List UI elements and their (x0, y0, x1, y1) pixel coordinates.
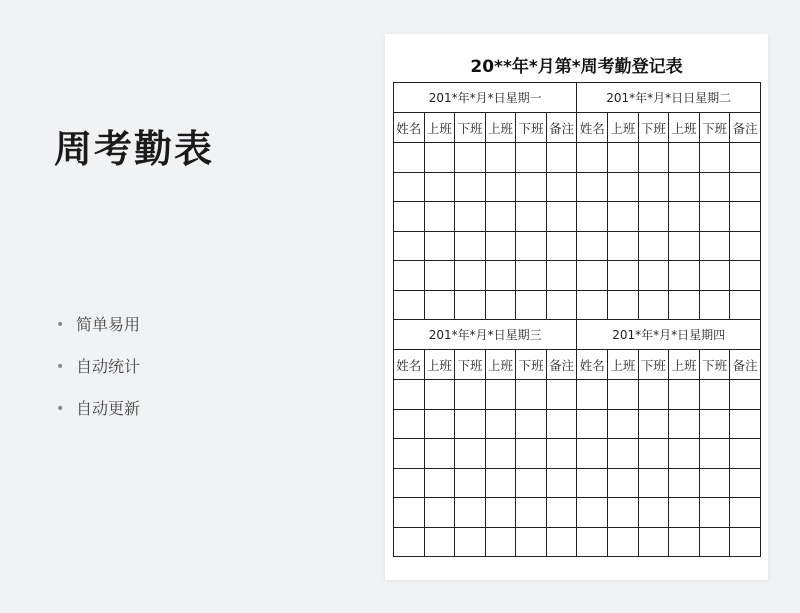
table-cell (485, 380, 516, 410)
table-cell (669, 439, 700, 469)
table-cell (638, 261, 669, 291)
table-cell (485, 143, 516, 173)
table-cell (730, 380, 761, 410)
table-cell (638, 527, 669, 557)
table-cell (516, 202, 547, 232)
table-cell (485, 498, 516, 528)
table-row (394, 231, 761, 261)
table-cell (485, 409, 516, 439)
table-cell (730, 468, 761, 498)
table-cell (516, 261, 547, 291)
table-cell (577, 143, 608, 173)
table-cell (546, 380, 577, 410)
feature-list (56, 312, 140, 438)
column-header-cell: 下班 (516, 350, 547, 380)
table-cell (424, 202, 455, 232)
column-header-cell: 备注 (546, 113, 577, 143)
table-cell (546, 143, 577, 173)
column-header-cell: 姓名 (577, 350, 608, 380)
column-header-cell: 下班 (699, 350, 730, 380)
table-cell (516, 143, 547, 173)
table-cell (394, 409, 425, 439)
table-cell (638, 468, 669, 498)
table-cell (485, 527, 516, 557)
feature-item (56, 354, 140, 396)
table-cell (730, 498, 761, 528)
table-cell (577, 468, 608, 498)
feature-label: 自动统计 (76, 357, 141, 376)
table-cell (424, 498, 455, 528)
table-cell (546, 439, 577, 469)
table-cell (638, 172, 669, 202)
table-cell (455, 172, 486, 202)
table-cell (730, 409, 761, 439)
table-row (394, 527, 761, 557)
column-header-cell: 下班 (699, 113, 730, 143)
table-cell (577, 261, 608, 291)
table-cell (730, 202, 761, 232)
table-cell (669, 527, 700, 557)
table-cell (455, 143, 486, 173)
table-cell (669, 143, 700, 173)
table-cell (669, 172, 700, 202)
table-cell (455, 498, 486, 528)
table-cell (577, 202, 608, 232)
table-cell (608, 468, 639, 498)
table-cell (699, 143, 730, 173)
table-cell (730, 143, 761, 173)
table-cell (394, 527, 425, 557)
table-cell (577, 409, 608, 439)
table-cell (699, 231, 730, 261)
table-cell (699, 439, 730, 469)
table-row (394, 202, 761, 232)
table-cell (546, 231, 577, 261)
feature-label: 简单易用 (76, 315, 141, 334)
table-cell (424, 439, 455, 469)
table-cell (516, 231, 547, 261)
table-cell (546, 468, 577, 498)
table-cell (546, 290, 577, 320)
table-cell (669, 380, 700, 410)
table-row (394, 143, 761, 173)
date-header-cell: 201*年*月*日日星期二 (577, 83, 761, 113)
table-cell (516, 409, 547, 439)
table-cell (699, 261, 730, 291)
table-cell (699, 409, 730, 439)
table-cell (699, 527, 730, 557)
table-cell (485, 202, 516, 232)
page-title: 周考勤表 (54, 127, 215, 171)
feature-label: 自动更新 (76, 399, 141, 418)
column-header-cell: 下班 (455, 350, 486, 380)
table-cell (516, 527, 547, 557)
column-header-cell: 上班 (485, 350, 516, 380)
table-cell (669, 409, 700, 439)
table-cell (455, 409, 486, 439)
table-cell (730, 231, 761, 261)
table-cell (546, 261, 577, 291)
table-cell (608, 380, 639, 410)
table-cell (424, 231, 455, 261)
table-cell (485, 468, 516, 498)
column-header-cell: 下班 (516, 113, 547, 143)
table-row (394, 409, 761, 439)
column-header-cell: 下班 (638, 350, 669, 380)
table-cell (394, 439, 425, 469)
table-cell (699, 380, 730, 410)
table-cell (730, 172, 761, 202)
table-cell (455, 290, 486, 320)
table-cell (455, 202, 486, 232)
table-cell (608, 439, 639, 469)
table-cell (608, 202, 639, 232)
table-cell (394, 261, 425, 291)
table-row (394, 290, 761, 320)
table-cell (669, 231, 700, 261)
feature-item (56, 396, 140, 438)
column-header-cell: 备注 (546, 350, 577, 380)
table-cell (730, 261, 761, 291)
document-title: 20**年*月第*周考勤登记表 (470, 57, 683, 77)
table-cell (608, 290, 639, 320)
table-row (394, 261, 761, 291)
table-cell (699, 202, 730, 232)
table-cell (577, 527, 608, 557)
table-cell (638, 202, 669, 232)
table-row (394, 380, 761, 410)
table-cell (638, 290, 669, 320)
attendance-sheet-preview (385, 34, 768, 580)
date-header-cell: 201*年*月*日星期一 (394, 83, 577, 113)
table-cell (608, 261, 639, 291)
date-header-cell: 201*年*月*日星期三 (394, 320, 577, 350)
bullet-icon: • (56, 317, 65, 333)
table-cell (546, 409, 577, 439)
feature-item (56, 312, 140, 354)
bullet-icon: • (56, 401, 65, 417)
table-row (394, 439, 761, 469)
table-cell (485, 261, 516, 291)
column-header-cell: 上班 (669, 350, 700, 380)
table-cell (699, 468, 730, 498)
table-cell (669, 261, 700, 291)
table-cell (669, 202, 700, 232)
table-row (394, 468, 761, 498)
date-row (394, 320, 761, 350)
table-cell (730, 439, 761, 469)
column-header-cell: 上班 (424, 350, 455, 380)
table-cell (455, 380, 486, 410)
table-cell (699, 498, 730, 528)
table-cell (516, 498, 547, 528)
table-cell (546, 527, 577, 557)
table-cell (424, 380, 455, 410)
table-cell (638, 498, 669, 528)
table-cell (669, 290, 700, 320)
table-cell (516, 468, 547, 498)
table-cell (394, 498, 425, 528)
table-cell (608, 172, 639, 202)
table-cell (730, 527, 761, 557)
table-cell (730, 290, 761, 320)
table-cell (394, 468, 425, 498)
table-cell (394, 143, 425, 173)
table-cell (638, 231, 669, 261)
date-row (394, 83, 761, 113)
table-cell (638, 143, 669, 173)
table-cell (455, 231, 486, 261)
table-cell (577, 290, 608, 320)
table-row (394, 172, 761, 202)
column-header-row (394, 113, 761, 143)
column-header-cell: 姓名 (577, 113, 608, 143)
table-cell (577, 498, 608, 528)
table-cell (699, 290, 730, 320)
table-cell (608, 143, 639, 173)
column-header-cell: 备注 (730, 350, 761, 380)
column-header-cell: 上班 (485, 113, 516, 143)
table-cell (608, 498, 639, 528)
column-header-cell: 下班 (638, 113, 669, 143)
attendance-table (393, 82, 761, 557)
table-cell (424, 143, 455, 173)
table-cell (516, 172, 547, 202)
column-header-cell: 上班 (669, 113, 700, 143)
table-row (394, 498, 761, 528)
column-header-cell: 姓名 (394, 113, 425, 143)
table-cell (608, 409, 639, 439)
table-cell (424, 468, 455, 498)
table-cell (424, 527, 455, 557)
table-cell (546, 172, 577, 202)
table-cell (516, 290, 547, 320)
table-cell (455, 468, 486, 498)
table-cell (394, 231, 425, 261)
table-cell (485, 439, 516, 469)
table-cell (516, 380, 547, 410)
table-cell (455, 261, 486, 291)
table-cell (577, 380, 608, 410)
table-cell (516, 439, 547, 469)
table-cell (638, 439, 669, 469)
table-cell (608, 527, 639, 557)
table-cell (577, 172, 608, 202)
table-cell (394, 290, 425, 320)
column-header-cell: 上班 (608, 350, 639, 380)
table-cell (485, 231, 516, 261)
bullet-icon: • (56, 359, 65, 375)
table-cell (424, 409, 455, 439)
date-header-cell: 201*年*月*日星期四 (577, 320, 761, 350)
column-header-cell: 姓名 (394, 350, 425, 380)
table-cell (424, 290, 455, 320)
column-header-cell: 备注 (730, 113, 761, 143)
table-cell (546, 202, 577, 232)
column-header-cell: 上班 (424, 113, 455, 143)
table-cell (455, 527, 486, 557)
table-cell (394, 202, 425, 232)
table-cell (424, 172, 455, 202)
table-cell (608, 231, 639, 261)
table-cell (669, 468, 700, 498)
table-cell (394, 380, 425, 410)
table-cell (455, 439, 486, 469)
table-cell (546, 498, 577, 528)
table-cell (699, 172, 730, 202)
table-cell (485, 290, 516, 320)
table-cell (638, 380, 669, 410)
table-cell (577, 439, 608, 469)
column-header-cell: 下班 (455, 113, 486, 143)
table-cell (577, 231, 608, 261)
column-header-cell: 上班 (608, 113, 639, 143)
table-cell (394, 172, 425, 202)
table-cell (669, 498, 700, 528)
table-cell (638, 409, 669, 439)
table-cell (424, 261, 455, 291)
column-header-row (394, 350, 761, 380)
table-cell (485, 172, 516, 202)
